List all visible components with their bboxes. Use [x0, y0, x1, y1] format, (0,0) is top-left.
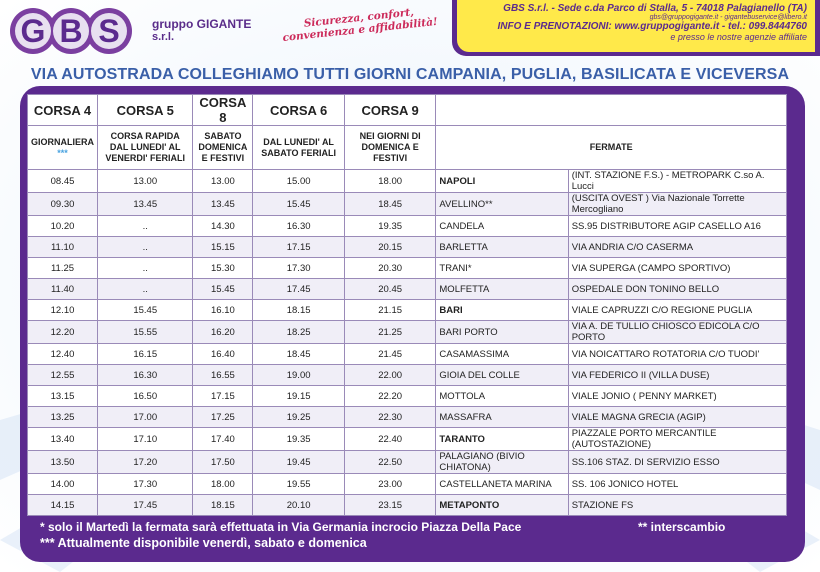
time-cell: 12.40 [28, 344, 98, 365]
time-cell: 16.40 [193, 344, 253, 365]
time-cell: 17.45 [98, 495, 193, 516]
time-cell: 14.30 [193, 216, 253, 237]
table-row [28, 216, 787, 237]
table-row [28, 428, 787, 451]
table-row [28, 237, 787, 258]
time-cell: 15.00 [253, 170, 345, 193]
stop-address: VIALE JONIO ( PENNY MARKET) [568, 386, 786, 407]
time-cell: 13.40 [28, 428, 98, 451]
time-cell: 13.15 [28, 386, 98, 407]
page-title: VIA AUTOSTRADA COLLEGHIAMO TUTTI GIORNI CAMPANIA, PUGLIA, BASILICATA E VICEVERSA [30, 66, 790, 83]
time-cell: 18.15 [193, 495, 253, 516]
info-contacts[interactable]: INFO E PRENOTAZIONI: www.gruppogigante.it - tel.: 099.8444760 [497, 21, 807, 32]
time-cell: 13.00 [98, 170, 193, 193]
time-cell: 19.55 [253, 474, 345, 495]
desc-corsa4-stars: *** [57, 147, 68, 158]
col-desc-corsa8: SABATO DOMENICA E FESTIVI [193, 126, 253, 170]
time-cell: 14.00 [28, 474, 98, 495]
stop-city: MOLFETTA [436, 279, 568, 300]
stop-city: BARI [436, 300, 568, 321]
time-cell: 18.15 [253, 300, 345, 321]
stop-address: STAZIONE FS [568, 495, 786, 516]
header-row-names [28, 95, 787, 126]
time-cell: 13.45 [193, 193, 253, 216]
stop-city: AVELLINO** [436, 193, 568, 216]
time-cell: 12.55 [28, 365, 98, 386]
time-cell: 19.35 [253, 428, 345, 451]
time-cell: 19.25 [253, 407, 345, 428]
time-cell: 19.15 [253, 386, 345, 407]
stop-address: VIA ANDRIA C/O CASERMA [568, 237, 786, 258]
time-cell: 17.30 [253, 258, 345, 279]
time-cell: 18.25 [253, 321, 345, 344]
time-cell: .. [98, 258, 193, 279]
table-row [28, 407, 787, 428]
time-cell: 16.50 [98, 386, 193, 407]
col-header-blank [436, 95, 787, 126]
stop-address: VIA A. DE TULLIO CHIOSCO EDICOLA C/O PORTO [568, 321, 786, 344]
stop-city: CASAMASSIMA [436, 344, 568, 365]
info-agencies: e presso le nostre agenzie affiliate [670, 32, 807, 42]
time-cell: 12.20 [28, 321, 98, 344]
time-cell: 22.30 [344, 407, 436, 428]
stop-city: MOTTOLA [436, 386, 568, 407]
stop-city: PALAGIANO (BIVIO CHIATONA) [436, 451, 568, 474]
time-cell: 13.45 [98, 193, 193, 216]
time-cell: 09.30 [28, 193, 98, 216]
stop-address: (INT. STAZIONE F.S.) - METROPARK C.so A. Lucci [568, 170, 786, 193]
time-cell: 16.30 [98, 365, 193, 386]
col-desc-corsa4 [28, 126, 98, 170]
stop-address: VIA SUPERGA (CAMPO SPORTIVO) [568, 258, 786, 279]
svg-text:B: B [59, 13, 83, 49]
time-cell: 15.55 [98, 321, 193, 344]
time-cell: .. [98, 216, 193, 237]
info-emails[interactable]: gbs@gruppogigante.it - gigantebuservice@libero.it [649, 14, 807, 21]
time-cell: 08.45 [28, 170, 98, 193]
col-desc-corsa5: CORSA RAPIDA DAL LUNEDI' AL VENERDI' FERIALI [98, 126, 193, 170]
time-cell: 15.15 [193, 237, 253, 258]
company-line2: s.r.l. [152, 31, 175, 43]
time-cell: 13.00 [193, 170, 253, 193]
schedule-body [28, 170, 787, 516]
time-cell: 19.45 [253, 451, 345, 474]
table-row [28, 365, 787, 386]
table-row [28, 495, 787, 516]
time-cell: 19.00 [253, 365, 345, 386]
table-row [28, 170, 787, 193]
time-cell: 20.15 [344, 237, 436, 258]
time-cell: 20.30 [344, 258, 436, 279]
header-row-desc [28, 126, 787, 170]
time-cell: 17.25 [193, 407, 253, 428]
table-row [28, 300, 787, 321]
time-cell: 18.45 [253, 344, 345, 365]
table-row [28, 386, 787, 407]
time-cell: 11.25 [28, 258, 98, 279]
slogan: Sicurezza, confort, convenienza e affidabilità! [282, 6, 439, 45]
time-cell: 21.25 [344, 321, 436, 344]
time-cell: 16.10 [193, 300, 253, 321]
col-desc-corsa9: NEI GIORNI DI DOMENICA E FESTIVI [344, 126, 436, 170]
company-line1: gruppo GIGANTE [152, 17, 252, 31]
stop-city: TRANI* [436, 258, 568, 279]
stop-address: SS.106 STAZ. DI SERVIZIO ESSO [568, 451, 786, 474]
table-row [28, 258, 787, 279]
time-cell: 14.15 [28, 495, 98, 516]
time-cell: 18.00 [344, 170, 436, 193]
time-cell: 15.45 [193, 279, 253, 300]
stop-address: VIA NOICATTARO ROTATORIA C/O TUODI' [568, 344, 786, 365]
time-cell: 18.00 [193, 474, 253, 495]
time-cell: 17.40 [193, 428, 253, 451]
time-cell: 11.10 [28, 237, 98, 258]
stop-address: SS.95 DISTRIBUTORE AGIP CASELLO A16 [568, 216, 786, 237]
time-cell: 21.15 [344, 300, 436, 321]
time-cell: 12.10 [28, 300, 98, 321]
col-header-corsa5: CORSA 5 [98, 95, 193, 126]
info-address: GBS S.r.l. - Sede c.da Parco di Stalla, 5 - 74018 Palagianello (TA) [503, 3, 807, 14]
gbs-logo [8, 6, 148, 56]
stop-city: CANDELA [436, 216, 568, 237]
time-cell: 17.20 [98, 451, 193, 474]
time-cell: 15.30 [193, 258, 253, 279]
time-cell: 17.15 [253, 237, 345, 258]
stop-address: VIA FEDERICO II (VILLA DUSE) [568, 365, 786, 386]
col-header-corsa8: CORSA 8 [193, 95, 253, 126]
stop-address: VIALE CAPRUZZI C/O REGIONE PUGLIA [568, 300, 786, 321]
stop-city: NAPOLI [436, 170, 568, 193]
stop-address: SS. 106 JONICO HOTEL [568, 474, 786, 495]
time-cell: 10.20 [28, 216, 98, 237]
table-row [28, 321, 787, 344]
schedule-table [27, 94, 787, 516]
time-cell: 15.45 [98, 300, 193, 321]
stop-address: OSPEDALE DON TONINO BELLO [568, 279, 786, 300]
desc-corsa4-text: GIORNALIERA [31, 136, 94, 147]
time-cell: 20.45 [344, 279, 436, 300]
time-cell: 23.00 [344, 474, 436, 495]
time-cell: 16.30 [253, 216, 345, 237]
col-header-corsa9: CORSA 9 [344, 95, 436, 126]
time-cell: 20.10 [253, 495, 345, 516]
time-cell: 11.40 [28, 279, 98, 300]
svg-text:G: G [20, 13, 46, 49]
time-cell: 22.40 [344, 428, 436, 451]
footnote-interchange: ** interscambio [638, 520, 726, 534]
col-header-corsa4: CORSA 4 [28, 95, 98, 126]
time-cell: 22.20 [344, 386, 436, 407]
time-cell: 17.15 [193, 386, 253, 407]
company-name [152, 18, 251, 44]
stop-city: TARANTO [436, 428, 568, 451]
table-row [28, 451, 787, 474]
time-cell: 18.45 [344, 193, 436, 216]
time-cell: 22.00 [344, 365, 436, 386]
time-cell: 17.10 [98, 428, 193, 451]
time-cell: 17.30 [98, 474, 193, 495]
stop-address: (USCITA OVEST ) Via Nazionale Torrette Mercogliano [568, 193, 786, 216]
time-cell: 16.20 [193, 321, 253, 344]
footnote-availability: *** Attualmente disponibile venerdì, sabato e domenica [40, 536, 367, 550]
table-row [28, 193, 787, 216]
stop-address: PIAZZALE PORTO MERCANTILE (AUTOSTAZIONE) [568, 428, 786, 451]
time-cell: 16.55 [193, 365, 253, 386]
time-cell: .. [98, 237, 193, 258]
time-cell: 17.00 [98, 407, 193, 428]
time-cell: 21.45 [344, 344, 436, 365]
stop-city: BARI PORTO [436, 321, 568, 344]
time-cell: .. [98, 279, 193, 300]
time-cell: 15.45 [253, 193, 345, 216]
time-cell: 17.45 [253, 279, 345, 300]
time-cell: 19.35 [344, 216, 436, 237]
table-row [28, 344, 787, 365]
time-cell: 22.50 [344, 451, 436, 474]
table-row [28, 279, 787, 300]
table-row [28, 474, 787, 495]
col-header-fermate: FERMATE [436, 126, 787, 170]
stop-city: METAPONTO [436, 495, 568, 516]
time-cell: 16.15 [98, 344, 193, 365]
time-cell: 17.50 [193, 451, 253, 474]
svg-text:S: S [98, 13, 120, 49]
col-header-corsa6: CORSA 6 [253, 95, 345, 126]
footnote-tuesday: * solo il Martedì la fermata sarà effettuata in Via Germania incrocio Piazza Della Pace [40, 520, 522, 534]
stop-city: GIOIA DEL COLLE [436, 365, 568, 386]
stop-city: CASTELLANETA MARINA [436, 474, 568, 495]
info-box [457, 0, 815, 52]
time-cell: 23.15 [344, 495, 436, 516]
time-cell: 13.25 [28, 407, 98, 428]
stop-city: BARLETTA [436, 237, 568, 258]
stop-city: MASSAFRA [436, 407, 568, 428]
col-desc-corsa6: DAL LUNEDI' AL SABATO FERIALI [253, 126, 345, 170]
stop-address: VIALE MAGNA GRECIA (AGIP) [568, 407, 786, 428]
time-cell: 13.50 [28, 451, 98, 474]
